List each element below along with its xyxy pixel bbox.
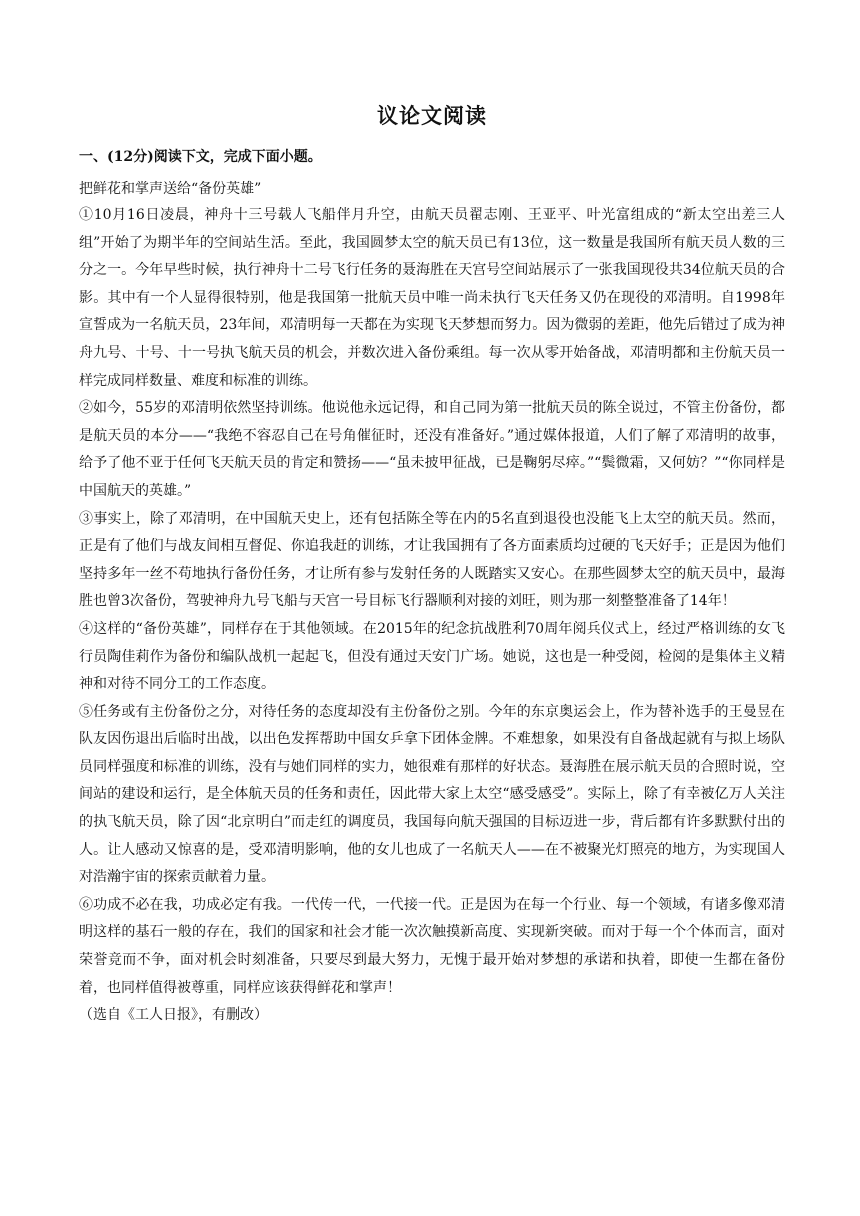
page-title: 议论文阅读 bbox=[377, 103, 487, 128]
paragraph-1: ①10月16日凌晨，神舟十三号载人飞船伴月升空，由航天员翟志刚、王亚平、叶光富组成的“新太空出差三人组”开始了为期半年的空间站生活。至此，我国圆梦太空的航天员已有13位，这一数量是我国所有航天员人数的三分之一。今年早些时候，执行神舟十二号飞行任务的聂海胜在天宫号空间站展示了一张我国现役共34位航天员的合影。其中有一个人显得很特别，他是我国第一批航天员中唯一尚未执行飞天任务又仍在现役的邓清明。自1998年宣誓成为一名航天员，23年间，邓清明每一天都在为实现飞天梦想而努力。因为微弱的差距，他先后错过了成为神舟九号、十号、十一号执飞航天员的机会，并数次进入备份乘组。每一次从零开始备战，邓清明都和主份航天员一样完成同样数量、难度和标准的训练。 bbox=[79, 207, 785, 389]
paragraph-2: ②如今，55岁的邓清明依然坚持训练。他说他永远记得，和自己同为第一批航天员的陈全说过，不管主份备份，都是航天员的本分——“我绝不容忍自己在号角催征时，还没有准备好。”通过媒体报道，人们了解了邓清明的故事，给予了他不亚于任何飞天航天员的肯定和赞扬——“虽未披甲征战，已是鞠躬尽瘁。”“鬓微霜，又何妨？”“你同样是中国航天的英雄。” bbox=[79, 400, 785, 499]
paragraph-5: ⑤任务或有主份备份之分，对待任务的态度却没有主份备份之别。今年的东京奥运会上，作为替补选手的王曼昱在队友因伤退出后临时出战，以出色发挥帮助中国女乒拿下团体金牌。不难想象，如果没有自备战起就有与拟上场队员同样强度和标准的训练，没有与她们同样的实力，她很难有那样的好状态。聂海胜在展示航天员的合照时说，空间站的建设和运行，是全体航天员的任务和责任，因此带大家上太空“感受感受”。实际上，除了有幸被亿万人关注的执飞航天员，除了因“北京明白”而走红的调度员，我国每向航天强国的目标迈进一步，背后都有许多默默付出的人。让人感动又惊喜的是，受邓清明影响，他的女儿也成了一名航天人——在不被聚光灯照亮的地方，为实现国人对浩瀚宇宙的探索贡献着力量。 bbox=[79, 703, 785, 886]
paragraph-3: ③事实上，除了邓清明，在中国航天史上，还有包括陈全等在内的5名直到退役也没能飞上太空的航天员。然而，正是有了他们与战友间相互督促、你追我赶的训练，才让我国拥有了各方面素质均过硬的飞天好手；正是因为他们坚持多年一丝不苟地执行备份任务，才让所有参与发射任务的人既踏实又安心。在那些圆梦太空的航天员中，最海胜也曾3次备份，驾驶神舟九号飞船与天宫一号目标飞行器顺利对接的刘旺，则为那一刻整整准备了14年！ bbox=[79, 510, 785, 610]
question-heading: 一、(12分)阅读下文，完成下面小题。 bbox=[79, 149, 322, 165]
document-page bbox=[79, 100, 785, 1029]
paragraph-6: ⑥功成不必在我，功成必定有我。一代传一代，一代接一代。正是因为在每一个行业、每一个领域，有诸多像邓清明这样的基石一般的存在，我们的国家和社会才能一次次触摸新高度、实现新突破。而对于每一个个体而言，面对荣誉竞而不争，面对机会时刻准备，只要尽到最大努力，无愧于最开始对梦想的承诺和执着，即使一生都在备份着，也同样值得被尊重，同样应该获得鲜花和掌声！ bbox=[79, 896, 785, 996]
article-title: 把鲜花和掌声送给“备份英雄” bbox=[79, 181, 262, 197]
paragraph-4: ④这样的“备份英雄”，同样存在于其他领域。在2015年的纪念抗战胜利70周年阅兵仪式上，经过严格训练的女飞行员陶佳莉作为备份和编队战机一起起飞，但没有通过天安门广场。她说，这也是一种受阅，检阅的是集体主义精神和对待不同分工的工作态度。 bbox=[79, 620, 785, 693]
source-citation: （选自《工人日报》，有删改） bbox=[79, 1007, 268, 1024]
